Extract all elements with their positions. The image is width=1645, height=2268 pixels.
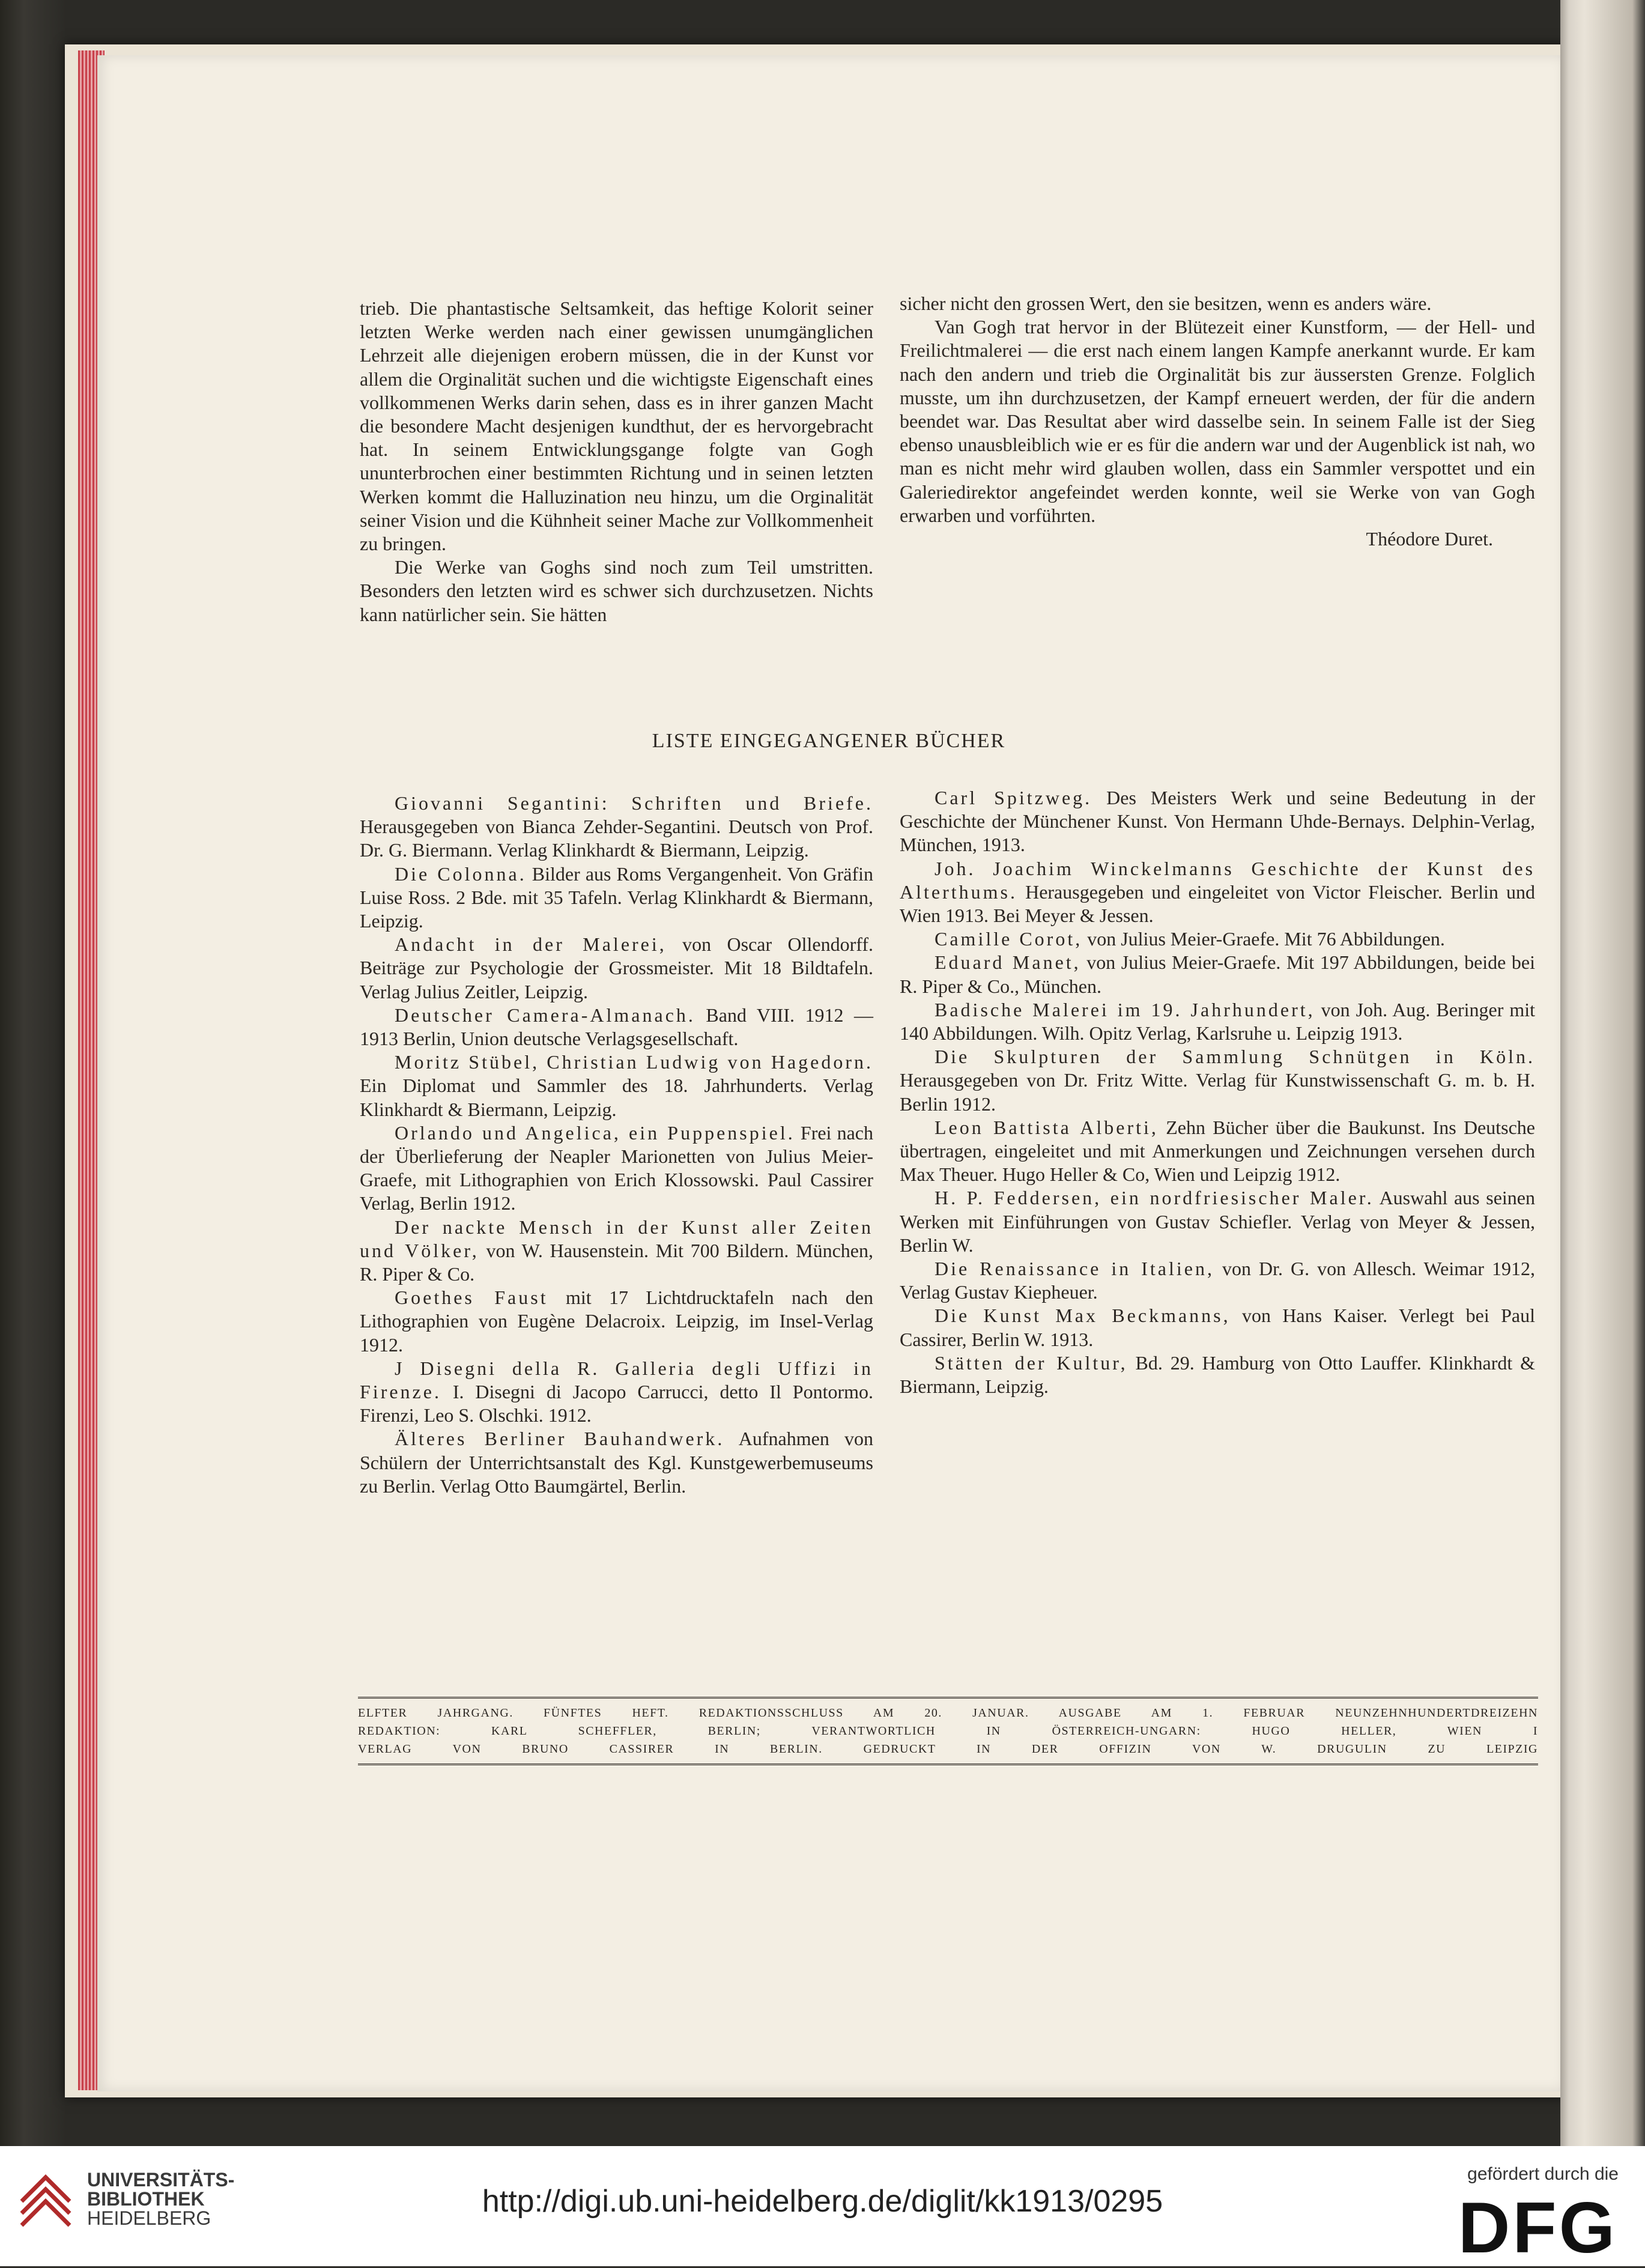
funding-caption: gefördert durch die [1467,2164,1619,2184]
essay-paragraph: trieb. Die phantastische Seltsamkeit, das heftige Kolorit seiner letzten Werke werden nach einer gewissen unumgänglichen Lehrzeit alle diejenigen erobern müssen, die in der Kunst vor allem die Orginalität suchen und die wichtigste Eigenschaft eines vollkommenen Werks darin sehen, dass es in ihrer ganzen Macht die besondere Macht desjenigen kundthut, der es hervorgebracht hat. In seinem Entwicklungsgange folgte van Gogh ununterbrochen einer bestimmten Richtung und in seinen letzten Werken kommt die Halluzination neu hinzu, um die Orginalität seiner Vision und die Kühnheit seiner Mache zur Vollkommenheit zu bringen. [360,297,873,555]
book-details: Herausgegeben und eingeleitet von Victor Fleischer. Berlin und Wien 1913. Bei Meyer & Jessen. [900,881,1535,927]
book-entry [900,1045,1535,1116]
library-name-line: HEIDELBERG [87,2207,211,2229]
book-title: Der nackte Mensch in der Kunst aller Zeiten und Völker, [360,1216,873,1261]
book-title: H. P. Feddersen, ein nordfriesischer Maler. [935,1187,1374,1209]
book-entry [900,1186,1535,1257]
book-details: mit 17 Lichtdrucktafeln nach den Lithographien von Eugène Delacroix. Leipzig, im Insel-Verlag 1912. [360,1287,874,1356]
book-entry [900,786,1535,857]
essay-paragraph: sicher nicht den grossen Wert, den sie besitzen, wenn es anders wäre. [900,293,1432,314]
library-name-line: UNIVERSITÄTS- [87,2169,235,2191]
book-title: Die Kunst Max Beckmanns, [935,1305,1231,1327]
book-title: Moritz Stübel, Christian Ludwig von Hagedorn. [395,1051,873,1073]
book-title: J Disegni della R. Galleria degli Uffizi in Firenze. [360,1357,873,1403]
book-details: Herausgegeben von Dr. Fritz Witte. Verlag für Kunstwissenschaft G. m. b. H. Berlin 1912. [900,1069,1535,1115]
book-details: Frei nach der Überlieferung der Neapler Marionetten von Julius Meier-Graefe, mit Lithographien von Erich Klossowski. Paul Cassirer Verlag, Berlin 1912. [360,1121,874,1214]
book-entry [900,1257,1535,1304]
book-details: von Julius Meier-Graefe. Mit 76 Abbildungen. [1082,928,1445,950]
dfg-logo: DFG [1458,2188,1617,2268]
book-page [97,55,1560,2091]
book-title: Andacht in der Malerei, [395,933,667,956]
book-details: Herausgegeben von Bianca Zehder-Segantini. Deutsch von Prof. Dr. G. Biermann. Verlag Klinkhardt & Biermann, Leipzig. [360,816,873,861]
book-title: Camille Corot, [935,928,1083,950]
book-title: Stätten der Kultur, [935,1351,1128,1374]
book-entry [900,1116,1535,1187]
book-entry [900,1304,1535,1351]
book-entry [900,951,1535,998]
book-details: von Hans Kaiser. Verlegt bei Paul Cassirer, Berlin W. 1913. [900,1305,1536,1350]
book-title: Eduard Manet, [935,951,1081,974]
book-entry [360,933,873,1004]
book-details: Zehn Bücher über die Baukunst. Ins Deutsche übertragen, eingeleitet und mit Anmerkungen und Zeichnungen versehen durch Max Theuer. Hugo Heller & Co, Wien und Leipzig 1912. [900,1116,1536,1186]
book-title: Die Renaissance in Italien, [935,1258,1214,1280]
book-entry [900,1351,1535,1398]
book-entry [360,1121,873,1216]
section-heading: LISTE EINGEGANGENER BÜCHER [652,730,1006,752]
permalink-url[interactable]: http://digi.ub.uni-heidelberg.de/diglit/kk1913/0295 [482,2184,1163,2219]
book-details: Aufnahmen von Schülern der Unterrichtsanstalt des Kgl. Kunstgewerbemuseums zu Berlin. Verlag Otto Baumgärtel, Berlin. [360,1428,874,1497]
book-title: Älteres Berliner Bauhandwerk. [395,1428,725,1450]
imprint-line: ELFTER JAHRGANG. FÜNFTES HEFT. REDAKTIONSSCHLUSS AM 20. JANUAR. AUSGABE AM 1. FEBRUAR NEUNZEHNHUNDERTDREIZEHN [358,1706,1538,1720]
book-title: Die Skulpturen der Sammlung Schnütgen in Köln. [935,1046,1535,1068]
book-list-left [360,792,873,1498]
author-signature: Théodore Duret. [1366,528,1493,550]
book-entry [360,1427,873,1498]
book-details: von Dr. G. von Allesch. Weimar 1912, Verlag Gustav Kiepheuer. [900,1258,1536,1303]
essay-paragraph: Van Gogh trat hervor in der Blütezeit einer Kunstform, — der Hell- und Freilichtmalerei — die erst nach einem langen Kampfe anerkannt wurde. Er kam nach den andern und trieb die Orginalität bis zur äussersten Grenze. Folglich musste, um ihn durchzusetzen, der Kampf erneuert werden, der für die andern beendet war. Das Resultat aber wird dasselbe sein. In seinem Falle ist der Sieg ebenso unausbleiblich wie er es für die andern war und der Augenblick ist nah, wo man es nicht mehr wird glauben wollen, dass ein Sammler verspottet und ein Galeriedirektor angefeindet werden konnte, weil sie Werke von van Gogh erwarben und vorführten. [900,316,1535,526]
essay-column-left [360,297,873,626]
page-curl-edge [1560,0,1645,2146]
book-title: Goethes Faust [395,1287,548,1309]
book-entry [360,1216,873,1287]
book-title: Die Colonna. [395,863,527,885]
book-details: I. Disegni di Jacopo Carrucci, detto Il Pontormo. Firenzi, Leo S. Olschki. 1912. [360,1381,873,1427]
book-title: Carl Spitzweg. [935,787,1092,808]
digitization-footer [0,2146,1645,2266]
book-list-right [900,786,1535,1398]
book-entry [900,927,1535,951]
book-title: Orlando und Angelica, ein Puppenspiel. [395,1121,795,1144]
book-details: Auswahl aus seinen Werken mit Einführungen von Gustav Schiefler. Verlag von Meyer & Jessen, Berlin W. [900,1187,1536,1256]
book-entry [360,1004,873,1051]
book-title: Joh. Joachim Winckelmanns Geschichte der Kunst des Alterthums. [900,857,1535,903]
book-entry [900,857,1535,928]
book-details: von Julius Meier-Graefe. Mit 197 Abbildungen, beide bei R. Piper & Co., München. [900,951,1536,997]
book-title: Giovanni Segantini: Schriften und Briefe. [395,792,873,814]
book-details: Band VIII. 1912 — 1913 Berlin, Union deutsche Verlagsgesellschaft. [360,1004,873,1050]
book-title: Leon Battista Alberti, [935,1116,1159,1138]
book-entry [360,1357,873,1428]
imprint-box [358,1697,1538,1765]
book-entry [360,792,873,863]
essay-paragraph: Die Werke van Goghs sind noch zum Teil umstritten. Besonders den letzten wird es schwer sich durchzusetzen. Nichts kann natürlicher sein. Sie hätten [360,556,873,625]
book-entry [900,998,1535,1045]
imprint-line: VERLAG VON BRUNO CASSIRER IN BERLIN. GEDRUCKT IN DER OFFIZIN VON W. DRUGULIN ZU LEIPZIG [358,1742,1538,1756]
book-details: von W. Hausenstein. Mit 700 Bildern. München, R. Piper & Co. [360,1239,874,1285]
book-title: Badische Malerei im 19. Jahrhundert, [935,998,1315,1020]
book-entry [360,1051,873,1121]
library-name-line: BIBLIOTHEK [87,2188,205,2210]
book-details: von Oscar Ollendorff. Beiträge zur Psychologie der Grossmeister. Mit 18 Bildtafeln. Verlag Julius Zeitler, Leipzig. [360,933,874,1002]
book-details: Bilder aus Roms Vergangenheit. Von Gräfin Luise Ross. 2 Bde. mit 35 Tafeln. Verlag Klinkhardt & Biermann, Leipzig. [360,863,874,932]
book-entry [360,1286,873,1357]
book-details: Des Meisters Werk und seine Bedeutung in der Geschichte der Münchener Kunst. Von Hermann Uhde-Bernays. Delphin-Verlag, München, 1913. [900,787,1536,856]
book-details: Bd. 29. Hamburg von Otto Lauffer. Klinkhardt & Biermann, Leipzig. [900,1351,1536,1398]
book-details: Ein Diplomat und Sammler des 18. Jahrhunderts. Verlag Klinkhardt & Biermann, Leipzig. [360,1075,873,1120]
imprint-line: REDAKTION: KARL SCHEFFLER, BERLIN; VERANTWORTLICH IN ÖSTERREICH-UNGARN: HUGO HELLER, WIEN I [358,1724,1538,1738]
book-details: von Joh. Aug. Beringer mit 140 Abbildungen. Wilh. Opitz Verlag, Karlsruhe u. Leipzig 1913. [900,998,1536,1045]
book-title: Deutscher Camera-Almanach. [395,1004,695,1026]
book-entry [360,863,873,933]
essay-column-right [900,292,1535,551]
